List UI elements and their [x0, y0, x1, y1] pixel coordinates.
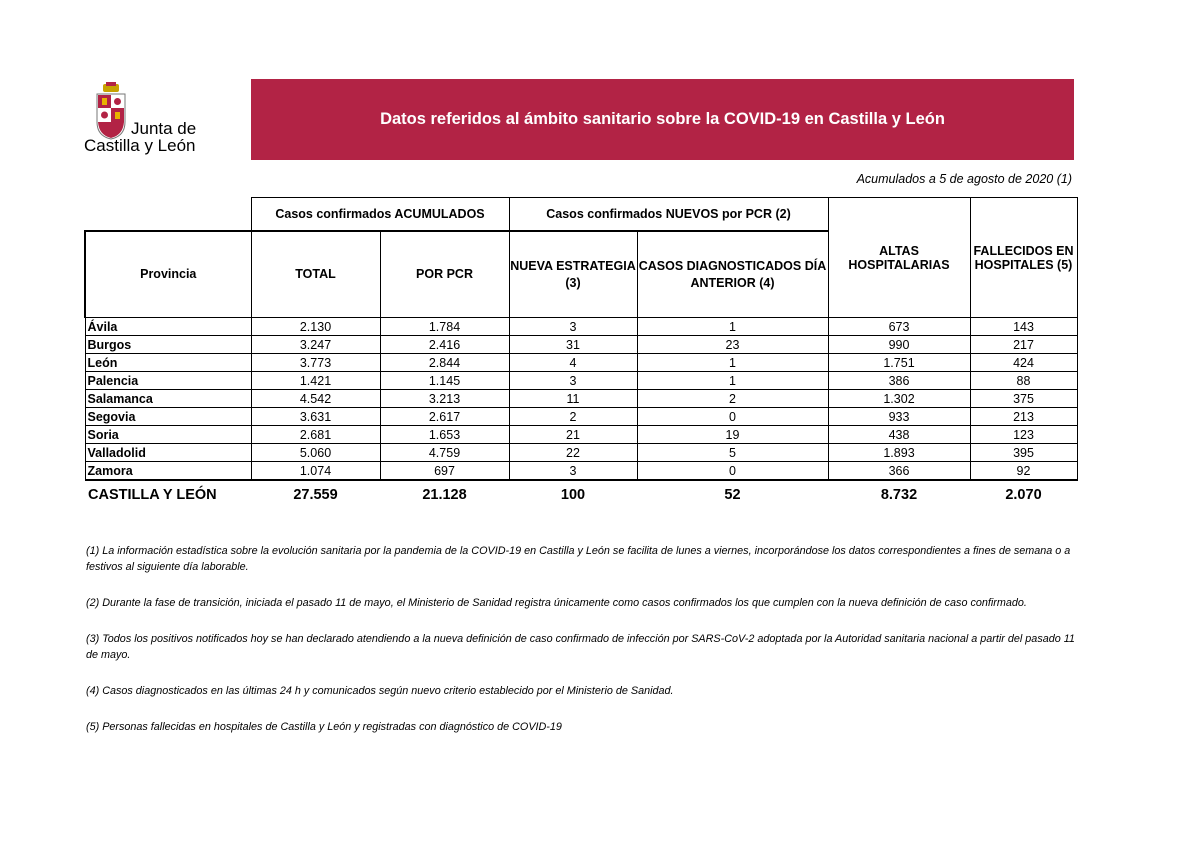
cell-altas: 386	[828, 372, 970, 390]
banner-title: Datos referidos al ámbito sanitario sobre la COVID-19 en Castilla y León	[380, 110, 945, 128]
cell-altas: 933	[828, 408, 970, 426]
header-empty	[85, 198, 251, 232]
footnote-4: (4) Casos diagnosticados en las últimas 24 h y comunicados según nuevo criterio establecido por el Ministerio de Sanidad.	[86, 685, 674, 697]
cell-por-pcr: 697	[380, 462, 509, 481]
cell-por-pcr: 2.617	[380, 408, 509, 426]
table-row	[85, 336, 1077, 354]
cell-anterior: 0	[637, 462, 828, 481]
cell-por-pcr: 2.844	[380, 354, 509, 372]
cell-provincia: León	[85, 354, 251, 372]
cell-provincia: Soria	[85, 426, 251, 444]
cell-nueva: 3	[509, 462, 637, 481]
cell-por-pcr: 4.759	[380, 444, 509, 462]
cell-nueva: 21	[509, 426, 637, 444]
cell-total: 4.542	[251, 390, 380, 408]
cell-total: 3.773	[251, 354, 380, 372]
header-total: TOTAL	[251, 231, 380, 318]
cell-nueva: 31	[509, 336, 637, 354]
header-group-acumulados: Casos confirmados ACUMULADOS	[251, 198, 509, 232]
footnote-3: (3) Todos los positivos notificados hoy se han declarado atendiendo a la nueva definición de caso confirmado de infección por SARS-CoV-2 adoptada por la Autoridad sanitaria nacional a partir del pasado 11 de mayo.	[86, 633, 1075, 661]
cell-total: 2.681	[251, 426, 380, 444]
cell-total: 5.060	[251, 444, 380, 462]
cell-anterior: 1	[637, 318, 828, 336]
cell-fallecidos: 123	[970, 426, 1077, 444]
total-fallecidos: 2.070	[970, 480, 1077, 509]
cell-nueva: 22	[509, 444, 637, 462]
logo-text-line2: Castilla y León	[84, 136, 196, 155]
total-altas: 8.732	[828, 480, 970, 509]
table-row	[85, 444, 1077, 462]
cell-fallecidos: 217	[970, 336, 1077, 354]
cell-fallecidos: 424	[970, 354, 1077, 372]
table-row	[85, 318, 1077, 336]
cell-provincia: Zamora	[85, 462, 251, 481]
total-nueva: 100	[509, 480, 637, 509]
cell-total: 1.074	[251, 462, 380, 481]
cell-anterior: 1	[637, 354, 828, 372]
header-provincia: Provincia	[85, 231, 251, 318]
table-row	[85, 372, 1077, 390]
cell-fallecidos: 92	[970, 462, 1077, 481]
total-total: 27.559	[251, 480, 380, 509]
cell-por-pcr: 2.416	[380, 336, 509, 354]
logo-text-line1: Junta de	[131, 119, 197, 138]
table-group-header	[85, 198, 1077, 232]
cell-anterior: 0	[637, 408, 828, 426]
table-row	[85, 354, 1077, 372]
junta-logo	[84, 82, 244, 160]
cell-altas: 990	[828, 336, 970, 354]
table-row	[85, 426, 1077, 444]
dateline: Acumulados a 5 de agosto de 2020 (1)	[856, 172, 1072, 186]
cell-altas: 1.302	[828, 390, 970, 408]
cell-nueva: 11	[509, 390, 637, 408]
header-por-pcr: POR PCR	[380, 231, 509, 318]
cell-anterior: 23	[637, 336, 828, 354]
cell-nueva: 3	[509, 318, 637, 336]
cell-nueva: 2	[509, 408, 637, 426]
cell-fallecidos: 395	[970, 444, 1077, 462]
table-row	[85, 462, 1077, 481]
cell-altas: 438	[828, 426, 970, 444]
covid-table	[84, 197, 1078, 509]
cell-anterior: 5	[637, 444, 828, 462]
cell-provincia: Burgos	[85, 336, 251, 354]
cell-provincia: Ávila	[85, 318, 251, 336]
cell-anterior: 1	[637, 372, 828, 390]
cell-provincia: Segovia	[85, 408, 251, 426]
total-por-pcr: 21.128	[380, 480, 509, 509]
footnote-2: (2) Durante la fase de transición, iniciada el pasado 11 de mayo, el Ministerio de Sanidad registra únicamente como casos confirmados los que cumplen con la nueva definición de caso confirmado.	[86, 597, 1027, 609]
cell-anterior: 19	[637, 426, 828, 444]
cell-altas: 1.751	[828, 354, 970, 372]
cell-nueva: 4	[509, 354, 637, 372]
cell-altas: 1.893	[828, 444, 970, 462]
cell-fallecidos: 143	[970, 318, 1077, 336]
coat-of-arms-icon	[94, 82, 128, 140]
cell-total: 1.421	[251, 372, 380, 390]
cell-nueva: 3	[509, 372, 637, 390]
total-provincia: CASTILLA Y LEÓN	[85, 480, 251, 509]
cell-total: 3.631	[251, 408, 380, 426]
header-fallecidos: FALLECIDOS EN HOSPITALES (5)	[970, 198, 1077, 318]
cell-altas: 366	[828, 462, 970, 481]
header-dia-anterior: CASOS DIAGNOSTICADOS DÍA ANTERIOR (4)	[637, 231, 828, 318]
cell-provincia: Valladolid	[85, 444, 251, 462]
header-group-nuevos: Casos confirmados NUEVOS por PCR (2)	[509, 198, 828, 232]
table-total-row	[85, 480, 1077, 509]
cell-por-pcr: 3.213	[380, 390, 509, 408]
cell-provincia: Salamanca	[85, 390, 251, 408]
cell-total: 2.130	[251, 318, 380, 336]
table-row	[85, 390, 1077, 408]
cell-provincia: Palencia	[85, 372, 251, 390]
total-anterior: 52	[637, 480, 828, 509]
cell-fallecidos: 88	[970, 372, 1077, 390]
footnote-1: (1) La información estadística sobre la evolución sanitaria por la pandemia de la COVID-19 en Castilla y León se facilita de lunes a viernes, incorporándose los datos correspondientes a fines de semana o a festivos al siguiente día laborable.	[86, 545, 1071, 573]
header-altas: ALTAS HOSPITALARIAS	[828, 198, 970, 318]
footnotes	[86, 543, 1076, 755]
cell-fallecidos: 213	[970, 408, 1077, 426]
cell-altas: 673	[828, 318, 970, 336]
cell-por-pcr: 1.145	[380, 372, 509, 390]
cell-por-pcr: 1.653	[380, 426, 509, 444]
title-banner	[251, 79, 1074, 160]
cell-fallecidos: 375	[970, 390, 1077, 408]
table-row	[85, 408, 1077, 426]
cell-total: 3.247	[251, 336, 380, 354]
cell-anterior: 2	[637, 390, 828, 408]
footnote-5: (5) Personas fallecidas en hospitales de Castilla y León y registradas con diagnóstico de COVID-19	[86, 721, 562, 733]
header-nueva-estrategia: NUEVA ESTRATEGIA (3)	[509, 231, 637, 318]
cell-por-pcr: 1.784	[380, 318, 509, 336]
